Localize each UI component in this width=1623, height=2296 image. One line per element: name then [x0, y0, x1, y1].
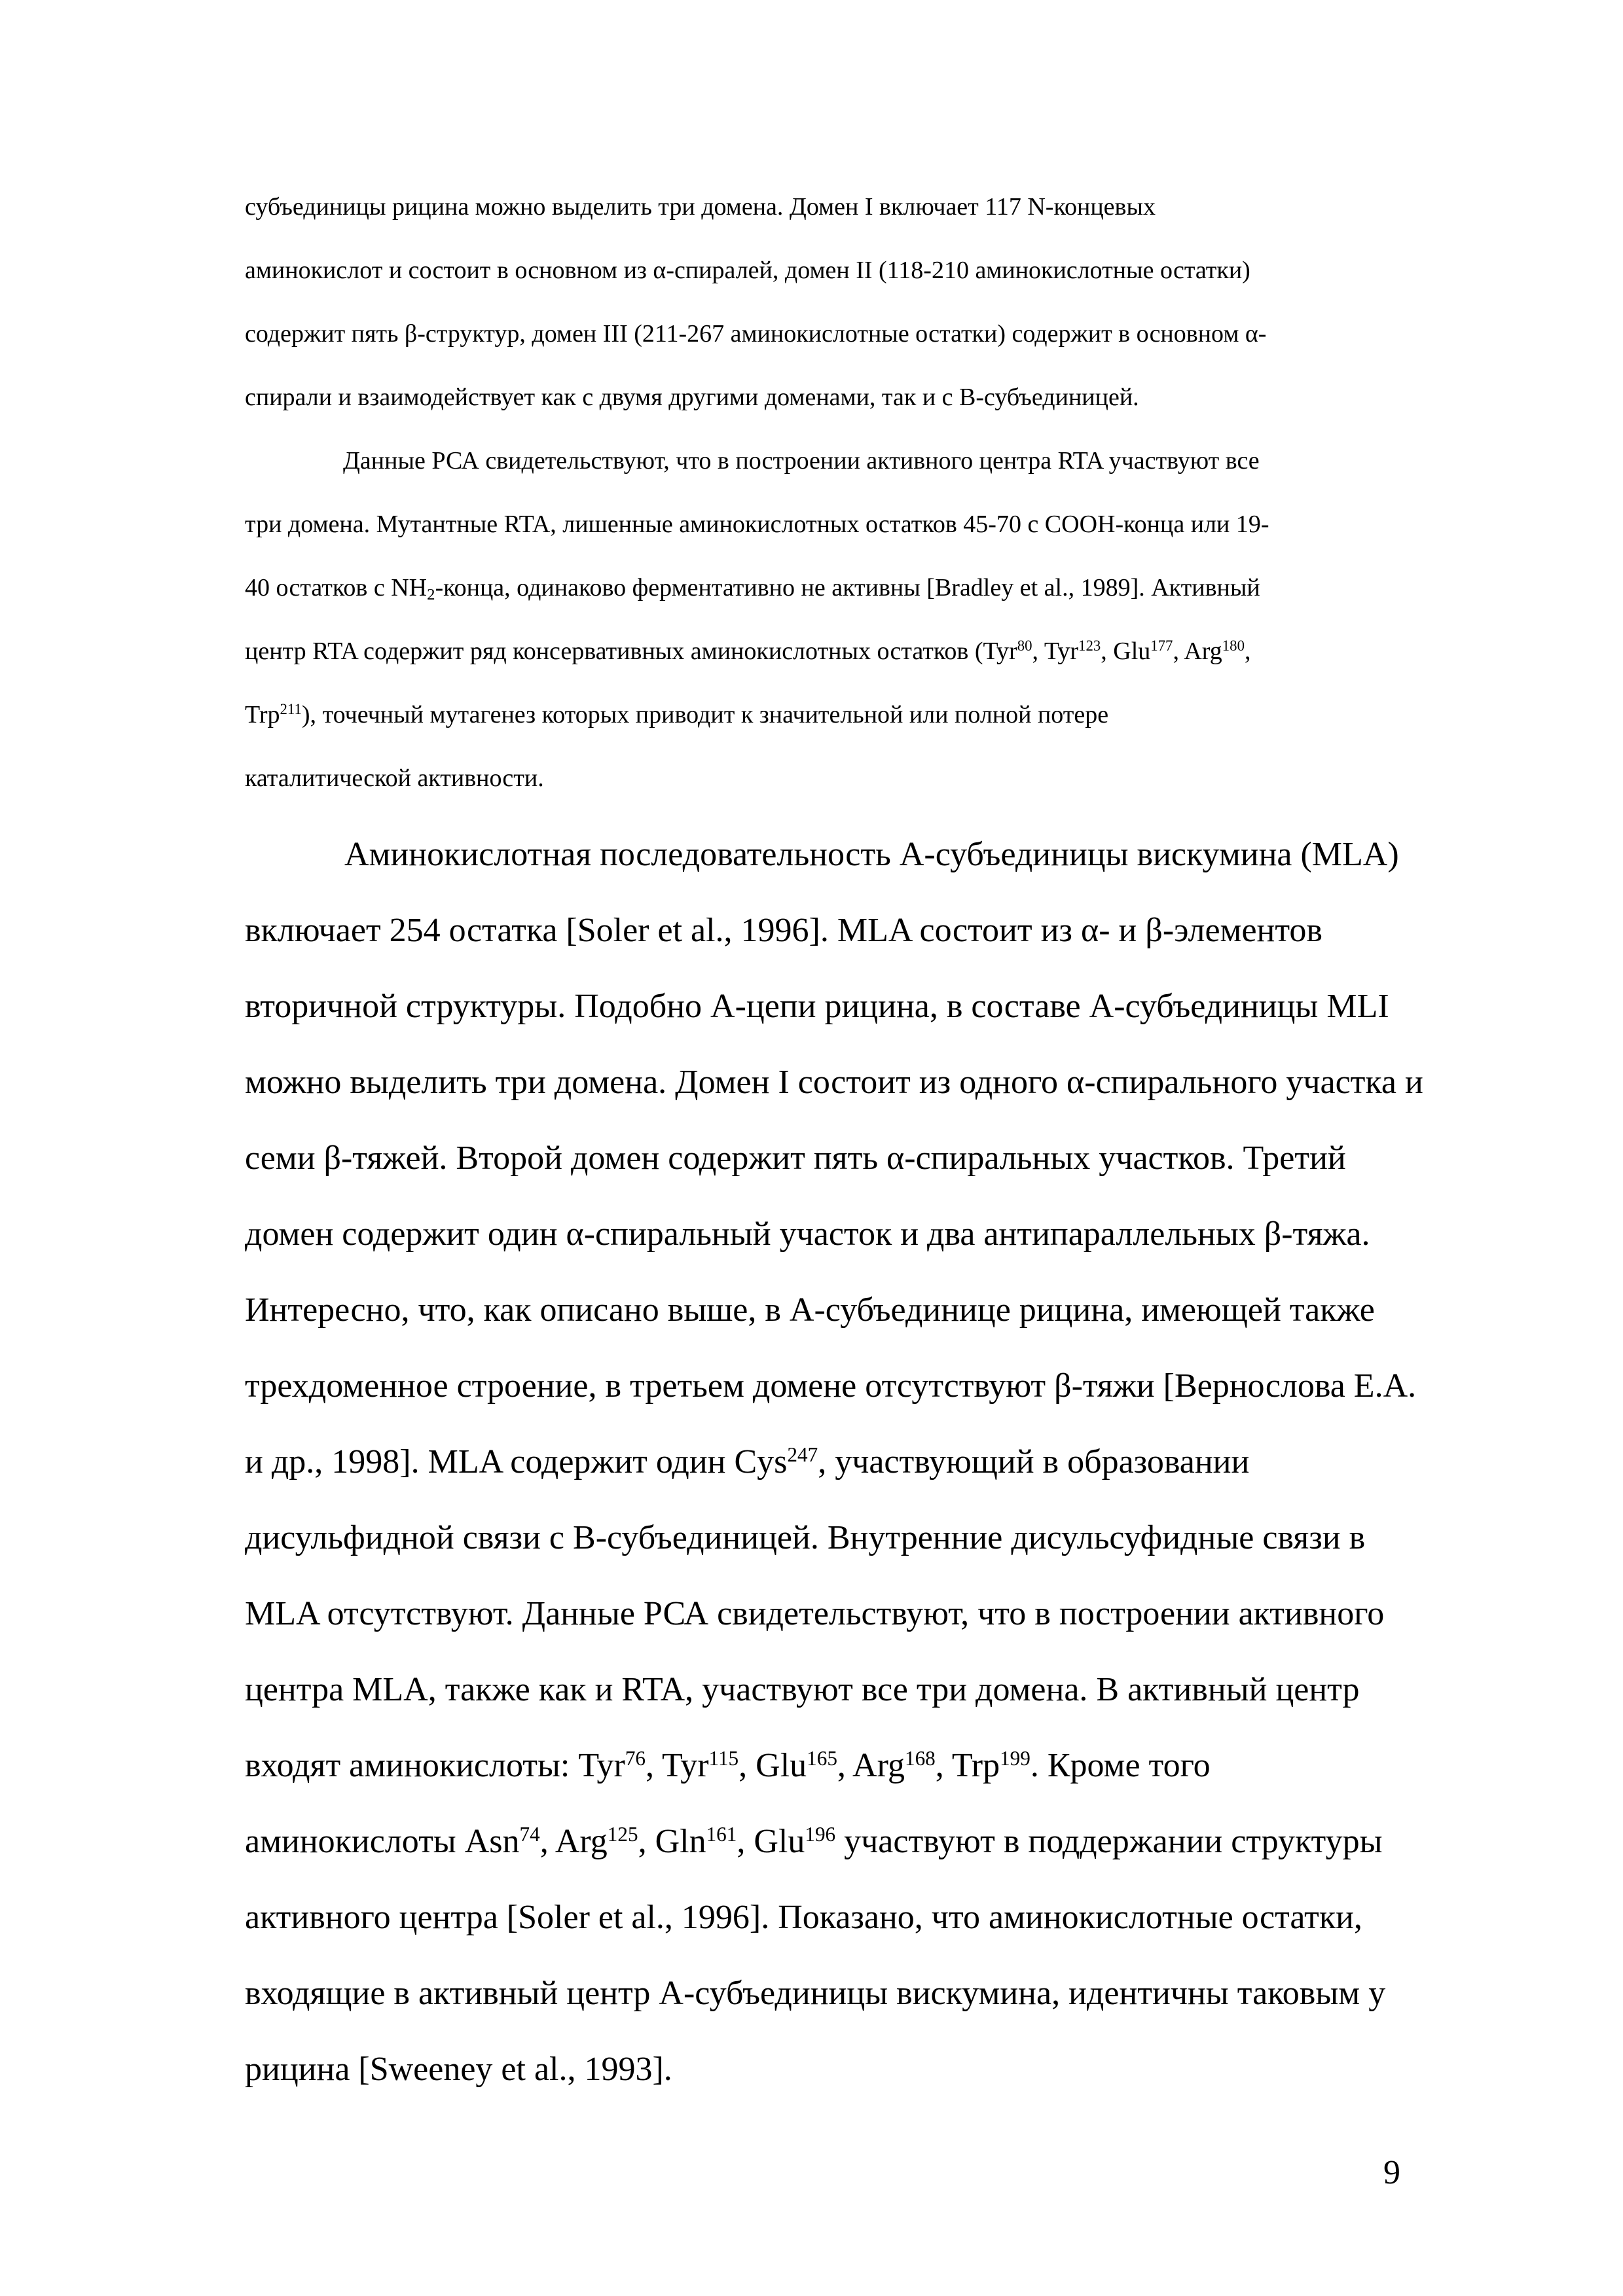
text-line: рицина [Sweeney et al., 1993]. — [245, 2051, 672, 2088]
text-line: каталитической активности. — [245, 764, 544, 792]
text-line: Интересно, что, как описано выше, в А-субъединице рицина, имеющей также — [245, 1291, 1375, 1329]
text-line: три домена. Мутантные RTA, лишенные аминокислотных остатков 45-70 с COOH-конца или 19- — [245, 511, 1269, 538]
text-line: и др., 1998]. MLA содержит один Cys$^{247}$, участвующий в образовании — [245, 1443, 1250, 1480]
text-line: спирали и взаимодействует как с двумя другими доменами, так и с В-субъединицей. — [245, 384, 1139, 411]
text-line: домен содержит один α-спиральный участок и два антипараллельных β-тяжа. — [245, 1215, 1370, 1253]
paragraph-rta-active-center — [245, 429, 1397, 810]
text-line: аминокислоты Asn$^{74}$, Arg$^{125}$, Gln$^{161}$, Glu$^{196}$ участвуют в поддержании структуры — [245, 1822, 1383, 1860]
text-line: входят аминокислоты: Tyr$^{76}$, Tyr$^{115}$, Glu$^{165}$, Arg$^{168}$, Trp$^{199}$. Кроме того — [245, 1746, 1211, 1784]
text-line: трехдоменное строение, в третьем домене отсутствуют β-тяжи [Вернослова Е.А. — [245, 1367, 1417, 1405]
text-line: входящие в активный центр А-субъединицы вискумина, идентичны таковым у — [245, 1975, 1386, 2012]
text-line: MLA отсутствуют. Данные РСА свидетельствуют, что в построении активного — [245, 1595, 1385, 1632]
paragraph-ricin-domains — [245, 175, 1397, 429]
text-line: центр RTA содержит ряд консервативных аминокислотных остатков (Tyr$^{80}$, Tyr$^{123}$, Glu$^{177}$, Arg$^{180}$, — [245, 637, 1251, 665]
text-line: дисульфидной связи с В-субъединицей. Внутренние дисульсуфидные связи в — [245, 1519, 1366, 1556]
text-line: активного центра [Soler et al., 1996]. Показано, что аминокислотные остатки, — [245, 1899, 1362, 1936]
text-line: можно выделить три домена. Домен I состоит из одного α-спирального участка и — [245, 1064, 1423, 1101]
text-line: Данные РСА свидетельствуют, что в построении активного центра RTA участвуют все — [343, 447, 1260, 475]
text-line: субъединицы рицина можно выделить три домена. Домен I включает 117 N-концевых — [245, 193, 1156, 221]
text-line: семи β-тяжей. Второй домен содержит пять α-спиральных участков. Третий — [245, 1139, 1346, 1177]
text-line: центра MLA, также как и RTA, участвуют все три домена. В активный центр — [245, 1671, 1360, 1708]
paragraph-mla-structure — [245, 817, 1423, 2108]
text-line: Аминокислотная последовательность А-субъединицы вискумина (MLA) — [344, 836, 1399, 873]
document-page — [245, 0, 1423, 2108]
text-line: содержит пять β-структур, домен III (211-267 аминокислотные остатки) содержит в основном α- — [245, 320, 1267, 348]
page-number: 9 — [1383, 2154, 1400, 2191]
text-line: 40 остатков с $NH_2$-конца, одинаково ферментативно не активны [Bradley et al., 1989]. Активный — [245, 574, 1260, 604]
text-line: вторичной структуры. Подобно А-цепи рицина, в составе А-субъединицы MLI — [245, 988, 1389, 1025]
text-line: включает 254 остатка [Soler et al., 1996]. MLA состоит из α- и β-элементов — [245, 912, 1322, 949]
text-line: Trp$^{211}$), точечный мутагенез которых приводит к значительной или полной потере — [245, 701, 1109, 728]
text-line: аминокислот и состоит в основном из α-спиралей, домен II (118-210 аминокислотные остатки) — [245, 257, 1250, 284]
